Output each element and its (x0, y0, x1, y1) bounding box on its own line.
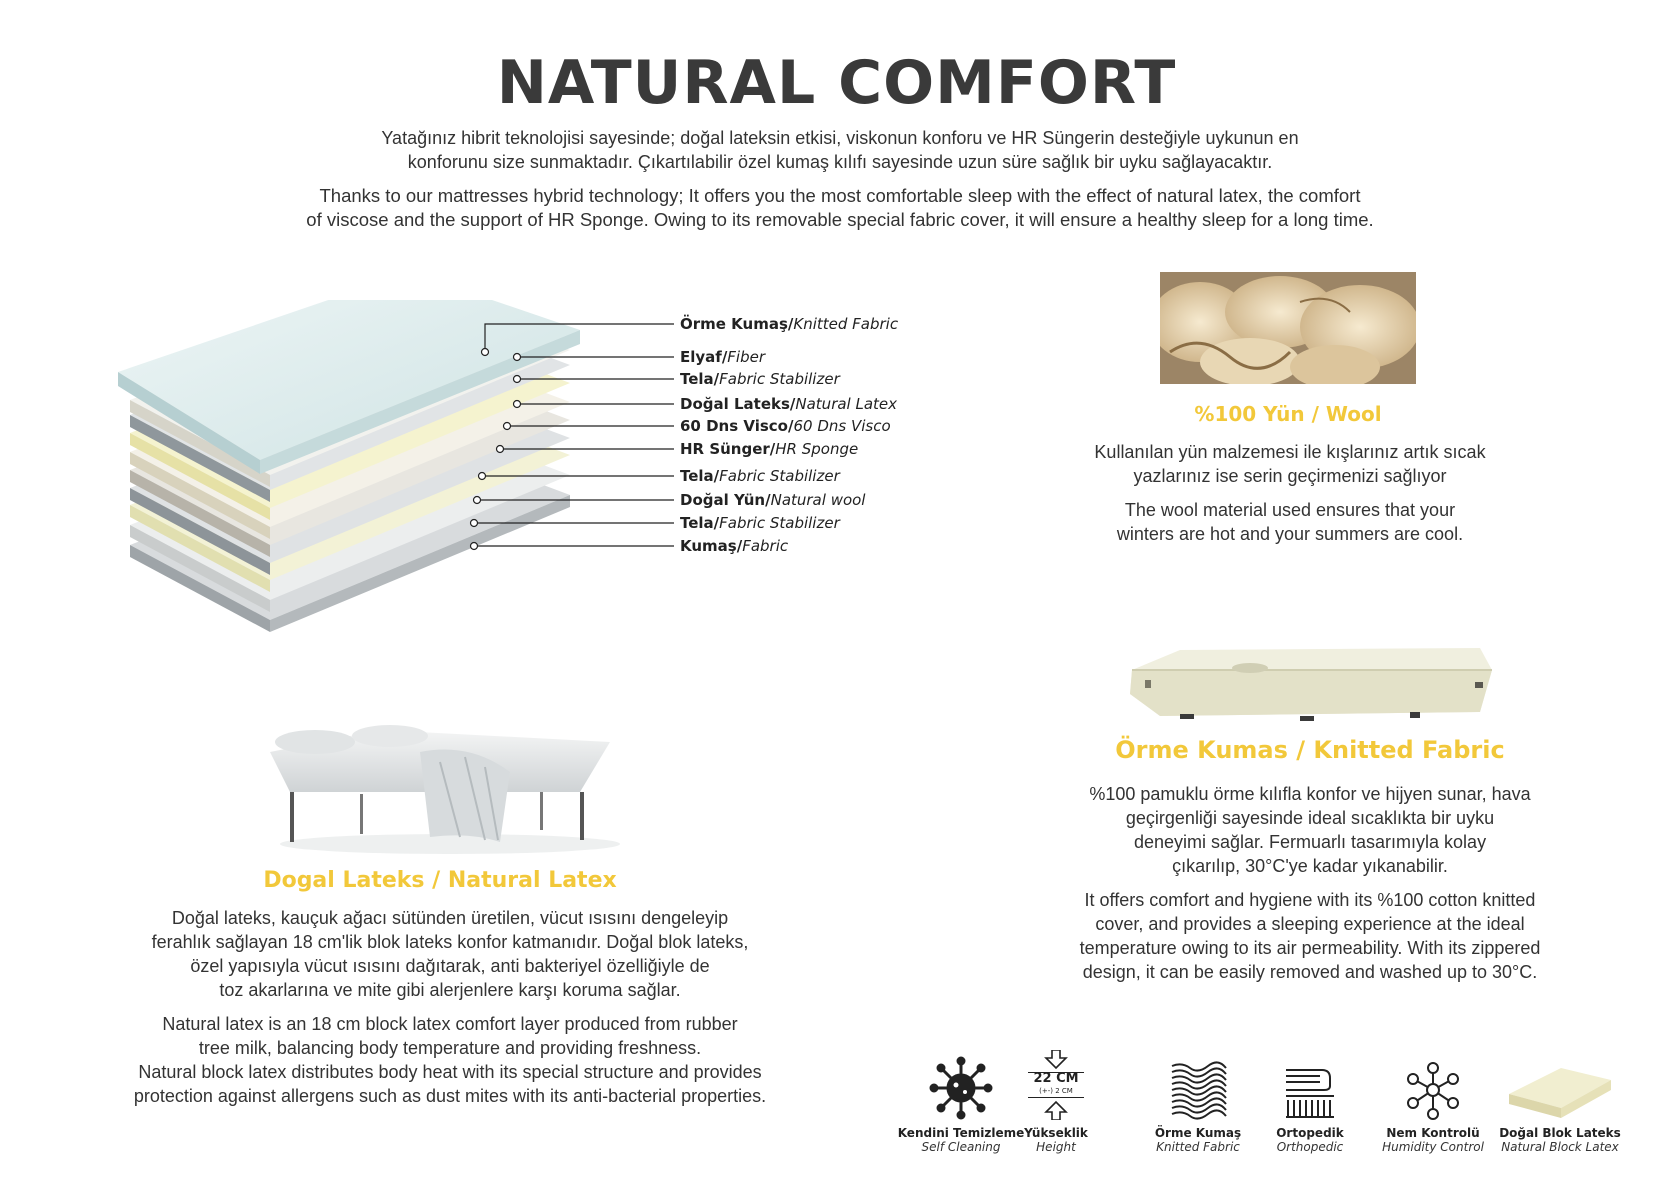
latex-en-line: protection against allergens such as dust mites with its anti-bacterial properties. (133, 1086, 767, 1106)
feature-sublabel: Humidity Control (1382, 1140, 1484, 1154)
wool-title: %100 Yün / Wool (1194, 402, 1382, 426)
intro-english (200, 184, 1480, 232)
feature-humidity-control (1368, 1050, 1498, 1154)
latex-tr-line: özel yapısıyla vücut ısısını dağıtarak, anti bakteriyel özelliğiyle de (190, 956, 710, 976)
feature-natural-block-latex (1490, 1050, 1630, 1154)
latex-title: Dogal Lateks / Natural Latex (263, 868, 617, 893)
height-icon (1001, 1050, 1111, 1120)
latex-en-line: tree milk, balancing body temperature and providing freshness. (198, 1038, 702, 1058)
feature-height (1001, 1050, 1111, 1154)
layer-label: Tela/Fabric Stabilizer (680, 370, 840, 388)
intro-en-line: of viscose and the support of HR Sponge. Owing to its removable special fabric cover, it will ensure a healthy sleep for a long time. (306, 209, 1374, 230)
knitted-description (1040, 782, 1580, 994)
wool-photo (1160, 272, 1416, 384)
feature-label: Nem Kontrolü (1386, 1126, 1480, 1140)
feature-label: Kendini Temizleme (897, 1126, 1025, 1140)
layer-leader-lines (420, 300, 680, 560)
knitted-tr-line: geçirgenliği sayesinde ideal sıcaklıkta bir uyku (1125, 808, 1495, 828)
arrow-down-icon (1044, 1050, 1068, 1070)
feature-label: Doğal Blok Lateks (1499, 1126, 1621, 1140)
bed-photo (260, 712, 620, 862)
intro-tr-line: konforunu size sunmaktadır. Çıkartılabilir özel kumaş kılıfı sayesinde uzun süre sağlık bir uyku sağlayacaktır. (407, 152, 1273, 172)
knitted-tr-line: %100 pamuklu örme kılıfla konfor ve hijyen sunar, hava (1089, 784, 1531, 804)
knitted-en-line: temperature owing to its air permeability. With its zippered (1079, 938, 1541, 958)
feature-label: Örme Kumaş (1154, 1126, 1242, 1140)
feature-sublabel: Knitted Fabric (1156, 1140, 1240, 1154)
layer-label: Doğal Lateks/Natural Latex (680, 395, 898, 413)
wool-tr-line: yazlarınız ise serin geçirmenizi sağlıyor (1133, 466, 1447, 486)
layer-label: HR Sünger/HR Sponge (680, 440, 859, 458)
layer-label: Tela/Fabric Stabilizer (680, 467, 840, 485)
latex-description (60, 906, 840, 1108)
latex-tr-line: toz akarlarına ve mite gibi alerjenlere karşı koruma sağlar. (219, 980, 681, 1000)
knit-icon (1168, 1060, 1228, 1120)
virus-icon (929, 1056, 993, 1120)
layer-label: Örme Kumaş/Knitted Fabric (680, 315, 899, 333)
feature-sublabel: Height (1036, 1140, 1076, 1154)
knitted-en-line: cover, and provides a sleeping experience at the ideal (1095, 914, 1525, 934)
feature-sublabel: Natural Block Latex (1501, 1140, 1619, 1154)
latex-en-line: Natural latex is an 18 cm block latex comfort layer produced from rubber (162, 1014, 738, 1034)
latex-tr-line: Doğal lateks, kauçuk ağacı sütünden üretilen, vücut ısısını dengeleyip (171, 908, 729, 928)
knitted-title: Örme Kumas / Knitted Fabric (1115, 736, 1505, 764)
orthopedic-icon (1280, 1060, 1340, 1120)
knitted-mattress-photo (1120, 642, 1500, 732)
layer-label: Elyaf/Fiber (680, 348, 766, 366)
layer-label: 60 Dns Visco/60 Dns Visco (680, 417, 891, 435)
feature-orthopedic (1255, 1050, 1365, 1154)
intro-en-line: Thanks to our mattresses hybrid technology; It offers you the most comfortable sleep with the effect of natural latex, the comfort (319, 185, 1361, 206)
molecule-icon (1403, 1060, 1463, 1120)
knitted-en-line: It offers comfort and hygiene with its %100 cotton knitted (1084, 890, 1536, 910)
wool-en-line: winters are hot and your summers are cool. (1116, 524, 1464, 544)
wool-description (1050, 440, 1530, 556)
height-value: 22 CM (1033, 1071, 1079, 1086)
arrow-up-icon (1044, 1100, 1068, 1120)
height-tolerance: (+-) 2 CM (1039, 1087, 1073, 1095)
feature-knitted-fabric (1138, 1050, 1258, 1154)
layer-label: Kumaş/Fabric (680, 537, 789, 555)
wool-tr-line: Kullanılan yün malzemesi ile kışlarınız artık sıcak (1094, 442, 1486, 462)
feature-sublabel: Orthopedic (1276, 1140, 1344, 1154)
layer-label-list (680, 314, 1000, 574)
knitted-tr-line: çıkarılıp, 30°C'ye kadar yıkanabilir. (1172, 856, 1448, 876)
layer-label: Doğal Yün/Natural wool (680, 491, 866, 509)
page-title: NATURAL COMFORT (496, 48, 1177, 118)
feature-label: Ortopedik (1276, 1126, 1344, 1140)
feature-label: Yükseklik (1024, 1126, 1088, 1140)
feature-sublabel: Self Cleaning (921, 1140, 1001, 1154)
intro-tr-line: Yatağınız hibrit teknolojisi sayesinde; doğal lateksin etkisi, viskonun konforu ve HR Süngerin desteğiyle uykunun en (381, 128, 1299, 148)
wool-en-line: The wool material used ensures that your (1124, 500, 1456, 520)
intro-turkish (200, 126, 1480, 174)
layer-label: Tela/Fabric Stabilizer (680, 514, 840, 532)
knitted-en-line: design, it can be easily removed and washed up to 30°C. (1082, 962, 1538, 982)
latex-en-line: Natural block latex distributes body heat with its special structure and provides (138, 1062, 762, 1082)
latex-block-icon (1505, 1064, 1615, 1120)
knitted-tr-line: deneyimi sağlar. Fermuarlı tasarımıyla kolay (1133, 832, 1487, 852)
latex-tr-line: ferahlık sağlayan 18 cm'lik blok lateks konfor katmanıdır. Doğal blok lateks, (151, 932, 749, 952)
